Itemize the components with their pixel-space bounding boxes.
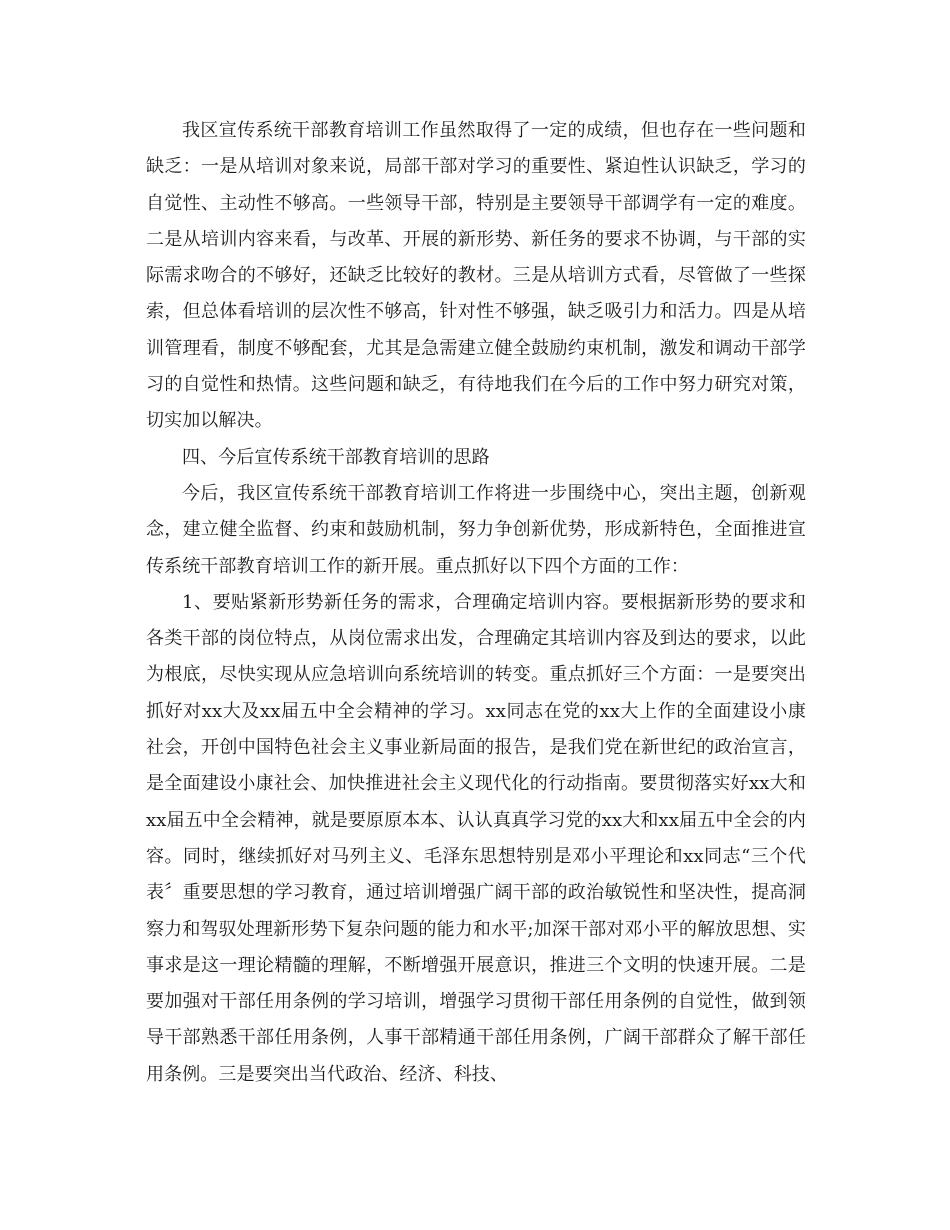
document-page bbox=[146, 113, 806, 1093]
section-heading-four: 四、今后宣传系统干部教育培训的思路 bbox=[182, 446, 490, 468]
paragraph-item-one: 1、要贴紧新形势新任务的需求，合理确定培训内容。要根据新形势的要求和各类干部的岗位特点，从岗位需求出发，合理确定其培训内容及到达的要求，以此为根底，尽快实现从应急培训向系统培训的转变。重点抓好三个方面：一是要突出抓好对xx大及xx届五中全会精神的学习。xx同志在党的xx大上作的全面建设小康社会，开创中国特色社会主义事业新局面的报告，是我们党在新世纪的政治宣言，是全面建设小康社会、加快推进社会主义现代化的行动指南。要贯彻落实好xx大和xx届五中全会精神，就是要原原本本、认认真真学习党的xx大和xx届五中全会的内容。同时，继续抓好对马列主义、毛泽东思想特别是邓小平理论和xx同志“三个代表〞重要思想的学习教育，通过培训增强广阔干部的政治敏锐性和坚决性，提高洞察力和驾驭处理新形势下复杂问题的能力和水平;加深干部对邓小平的解放思想、实事求是这一理论精髓的理解，不断增强开展意识，推进三个文明的快速开展。二是要加强对干部任用条例的学习培训，增强学习贯彻干部任用条例的自觉性，做到领导干部熟悉干部任用条例，人事干部精通干部任用条例，广阔干部群众了解干部任用条例。三是要突出当代政治、经济、科技、 bbox=[146, 591, 806, 1085]
paragraph-problems: 我区宣传系统干部教育培训工作虽然取得了一定的成绩，但也存在一些问题和缺乏：一是从培训对象来说，局部干部对学习的重要性、紧迫性认识缺乏，学习的自觉性、主动性不够高。一些领导干部，特别是主要领导干部调学有一定的难度。二是从培训内容来看，与改革、开展的新形势、新任务的要求不协调，与干部的实际需求吻合的不够好，还缺乏比较好的教材。三是从培训方式看，尽管做了一些探索，但总体看培训的层次性不够高，针对性不够强，缺乏吸引力和活力。四是从培训管理看，制度不够配套，尤其是急需建立健全鼓励约束机制，激发和调动干部学习的自觉性和热情。这些问题和缺乏，有待地我们在今后的工作中努力研究对策，切实加以解决。 bbox=[146, 120, 806, 432]
paragraph-future-plan: 今后，我区宣传系统干部教育培训工作将进一步围绕中心，突出主题，创新观念，建立健全监督、约束和鼓励机制，努力争创新优势，形成新特色，全面推进宣传系统干部教育培训工作的新开展。重点抓好以下四个方面的工作： bbox=[146, 482, 806, 577]
